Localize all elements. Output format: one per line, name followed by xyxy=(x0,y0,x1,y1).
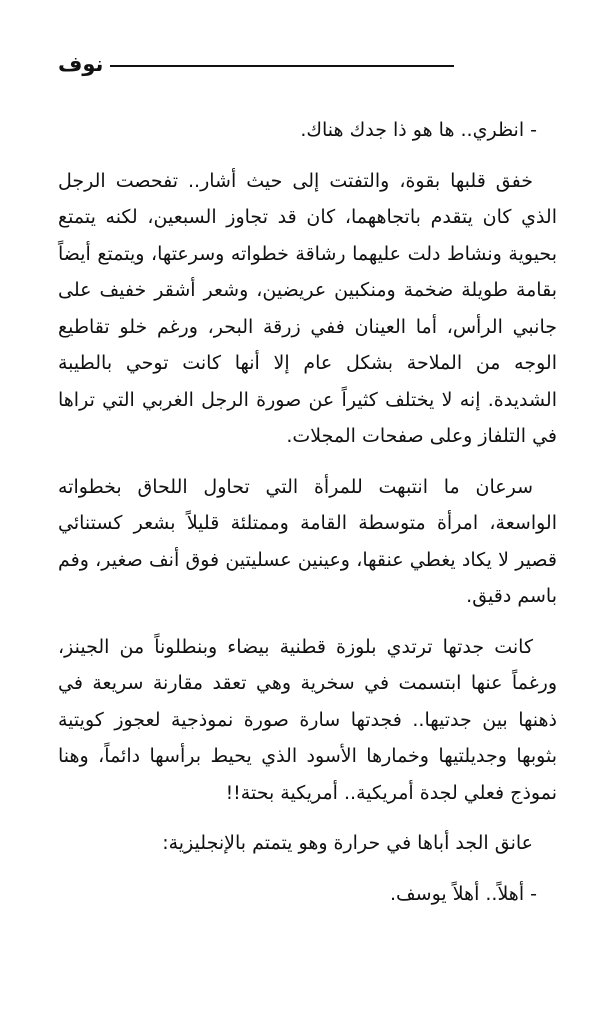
paragraph: عانق الجد أباها في حرارة وهو يتمتم بالإنجليزية: xyxy=(162,832,533,854)
paragraph: - أهلاً.. أهلاً يوسف. xyxy=(389,882,537,905)
paragraph: سرعان ما انتبهت للمرأة التي تحاول اللحاق بخطواته الواسعة، امرأة متوسطة القامة وممتلئة قليلاً بشعر كستنائي قصير لا يكاد يغطي عنقها، وعينين عسليتين فوق أنف صغير، وفم باسم دقيق. xyxy=(58,475,557,607)
running-header xyxy=(58,48,557,84)
header-rule xyxy=(110,65,454,67)
paragraph: - انظري.. ها هو ذا جدك هناك. xyxy=(300,119,537,141)
paragraph: كانت جدتها ترتدي بلوزة قطنية بيضاء وبنطلوناً من الجينز، ورغماً عنها ابتسمت في سخرية وهي تعقد مقارنة سريعة في ذهنها بين جدتيها.. فجدتها سارة صورة نموذجية لعجوز كويتية بثوبها وجديلتيها وخمارها الأسود الذي يحيط برأسها دائماً، وهنا نموذج فعلي لجدة أمريكية.. أمريكية بحتة!! xyxy=(58,635,557,804)
chapter-title: نوف xyxy=(58,52,104,76)
body-text xyxy=(58,112,557,912)
paragraph: خفق قلبها بقوة، والتفتت إلى حيث أشار.. تفحصت الرجل الذي كان يتقدم باتجاههما، كان قد تجاوز السبعين، لكنه يتمتع بحيوية ونشاط دلت عليهما رشاقة خطواته وسرعتها، ويتمتع أيضاً بقامة طويلة ضخمة ومنكبين عريضين، وشعر أشقر خفيف على جانبي الرأس، أما العينان ففي زرقة البحر، ورغم خلو تقاطيع الوجه من الملاحة بشكل عام إلا أنها كانت توحي بالطيبة الشديدة. إنه لا يختلف كثيراً عن صورة الرجل الغربي التي تراها في التلفاز وعلى صفحات المجلات. xyxy=(58,169,557,447)
